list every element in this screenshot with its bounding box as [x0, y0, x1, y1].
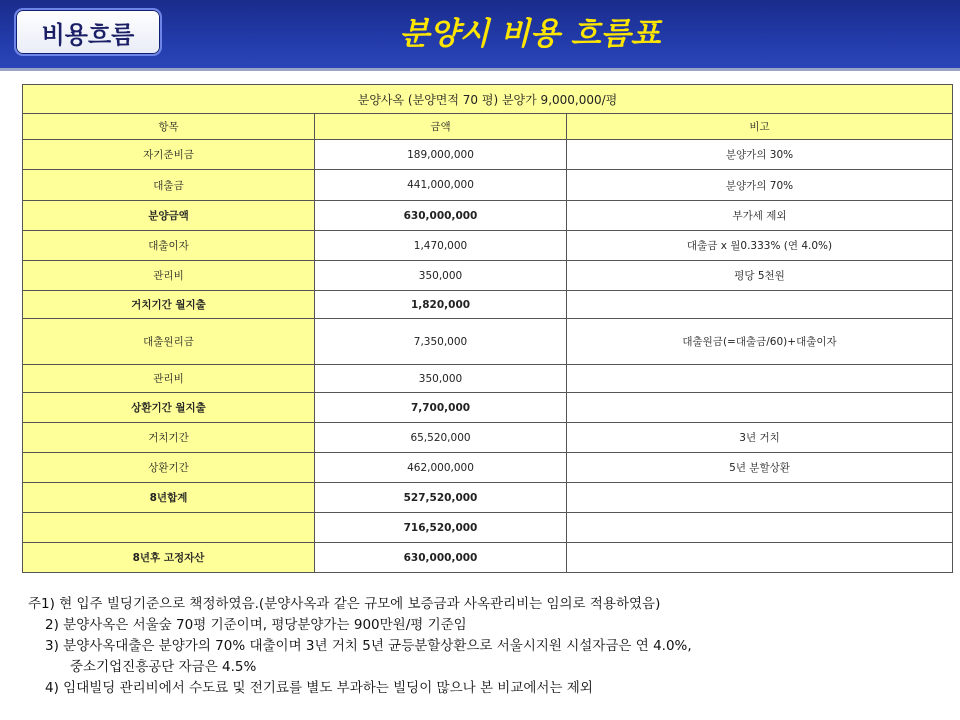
- table-row: [23, 201, 953, 231]
- row-note: 평당 5천원: [567, 261, 953, 291]
- row-note: 분양가의 30%: [567, 140, 953, 170]
- row-note: [567, 291, 953, 319]
- table-row: [23, 365, 953, 393]
- table-row: [23, 291, 953, 319]
- table-row: [23, 261, 953, 291]
- row-note: 부가세 제외: [567, 201, 953, 231]
- footnote-2: 2) 분양사옥은 서울숲 70평 기준이며, 평당분양가는 900만원/평 기준임: [45, 617, 467, 633]
- row-item: 상환기간 월지출: [23, 393, 315, 423]
- row-item: 대출이자: [23, 231, 315, 261]
- row-note: 대출원금(=대출금/60)+대출이자: [567, 319, 953, 365]
- row-amount: 630,000,000: [315, 201, 567, 231]
- row-note: [567, 543, 953, 573]
- row-item: 자기준비금: [23, 140, 315, 170]
- row-amount: 716,520,000: [315, 513, 567, 543]
- footnote-3: 3) 분양사옥대출은 분양가의 70% 대출이며 3년 거치 5년 균등분할상환으로 서울시지원 시설자금은 연 4.0%,: [45, 638, 692, 654]
- column-header-item: 항목: [23, 114, 315, 140]
- table-row: [23, 170, 953, 201]
- footnote-3-continued: 중소기업진흥공단 자금은 4.5%: [70, 659, 257, 675]
- table-row: [23, 513, 953, 543]
- row-amount: 1,820,000: [315, 291, 567, 319]
- row-item: 분양금액: [23, 201, 315, 231]
- row-item: 거치기간 월지출: [23, 291, 315, 319]
- row-amount: 527,520,000: [315, 483, 567, 513]
- footnote-1: 주1) 현 입주 빌딩기준으로 책정하였음.(분양사옥과 같은 규모에 보증금과 사옥관리비는 임의로 적용하였음): [28, 596, 661, 612]
- column-header-note: 비고: [567, 114, 953, 140]
- row-note: 대출금 x 월0.333% (연 4.0%): [567, 231, 953, 261]
- row-amount: 7,350,000: [315, 319, 567, 365]
- table-caption-row: [23, 85, 953, 114]
- row-note: [567, 393, 953, 423]
- footnote-4: 4) 임대빌딩 관리비에서 수도료 및 전기료를 별도 부과하는 빌딩이 많으나 본 비교에서는 제외: [45, 680, 593, 696]
- row-note: [567, 483, 953, 513]
- table-caption: 분양사옥 (분양면적 70 평) 분양가 9,000,000/평: [23, 85, 953, 114]
- row-item: [23, 513, 315, 543]
- row-amount: 189,000,000: [315, 140, 567, 170]
- row-note: 분양가의 70%: [567, 170, 953, 201]
- section-badge: 비용흐름: [14, 8, 162, 56]
- row-amount: 441,000,000: [315, 170, 567, 201]
- row-amount: 630,000,000: [315, 543, 567, 573]
- table-header-row: [23, 114, 953, 140]
- row-item: 관리비: [23, 365, 315, 393]
- page-title: 분양시 비용 흐름표: [399, 16, 661, 52]
- column-header-amount: 금액: [315, 114, 567, 140]
- table-row: [23, 453, 953, 483]
- row-amount: 350,000: [315, 261, 567, 291]
- table-row: [23, 140, 953, 170]
- table-row: [23, 393, 953, 423]
- row-amount: 1,470,000: [315, 231, 567, 261]
- table-row: [23, 319, 953, 365]
- row-amount: 65,520,000: [315, 423, 567, 453]
- row-item: 대출금: [23, 170, 315, 201]
- footnotes: [28, 594, 948, 699]
- row-item: 관리비: [23, 261, 315, 291]
- row-note: 5년 분할상환: [567, 453, 953, 483]
- row-item: 상환기간: [23, 453, 315, 483]
- row-amount: 462,000,000: [315, 453, 567, 483]
- row-note: 3년 거치: [567, 423, 953, 453]
- table-row: [23, 543, 953, 573]
- cost-flow-table: [22, 84, 953, 573]
- row-note: [567, 513, 953, 543]
- table-row: [23, 423, 953, 453]
- row-item: 8년합계: [23, 483, 315, 513]
- row-item: 8년후 고정자산: [23, 543, 315, 573]
- table-row: [23, 483, 953, 513]
- row-item: 대출원리금: [23, 319, 315, 365]
- row-note: [567, 365, 953, 393]
- row-amount: 350,000: [315, 365, 567, 393]
- row-item: 거치기간: [23, 423, 315, 453]
- table-row: [23, 231, 953, 261]
- row-amount: 7,700,000: [315, 393, 567, 423]
